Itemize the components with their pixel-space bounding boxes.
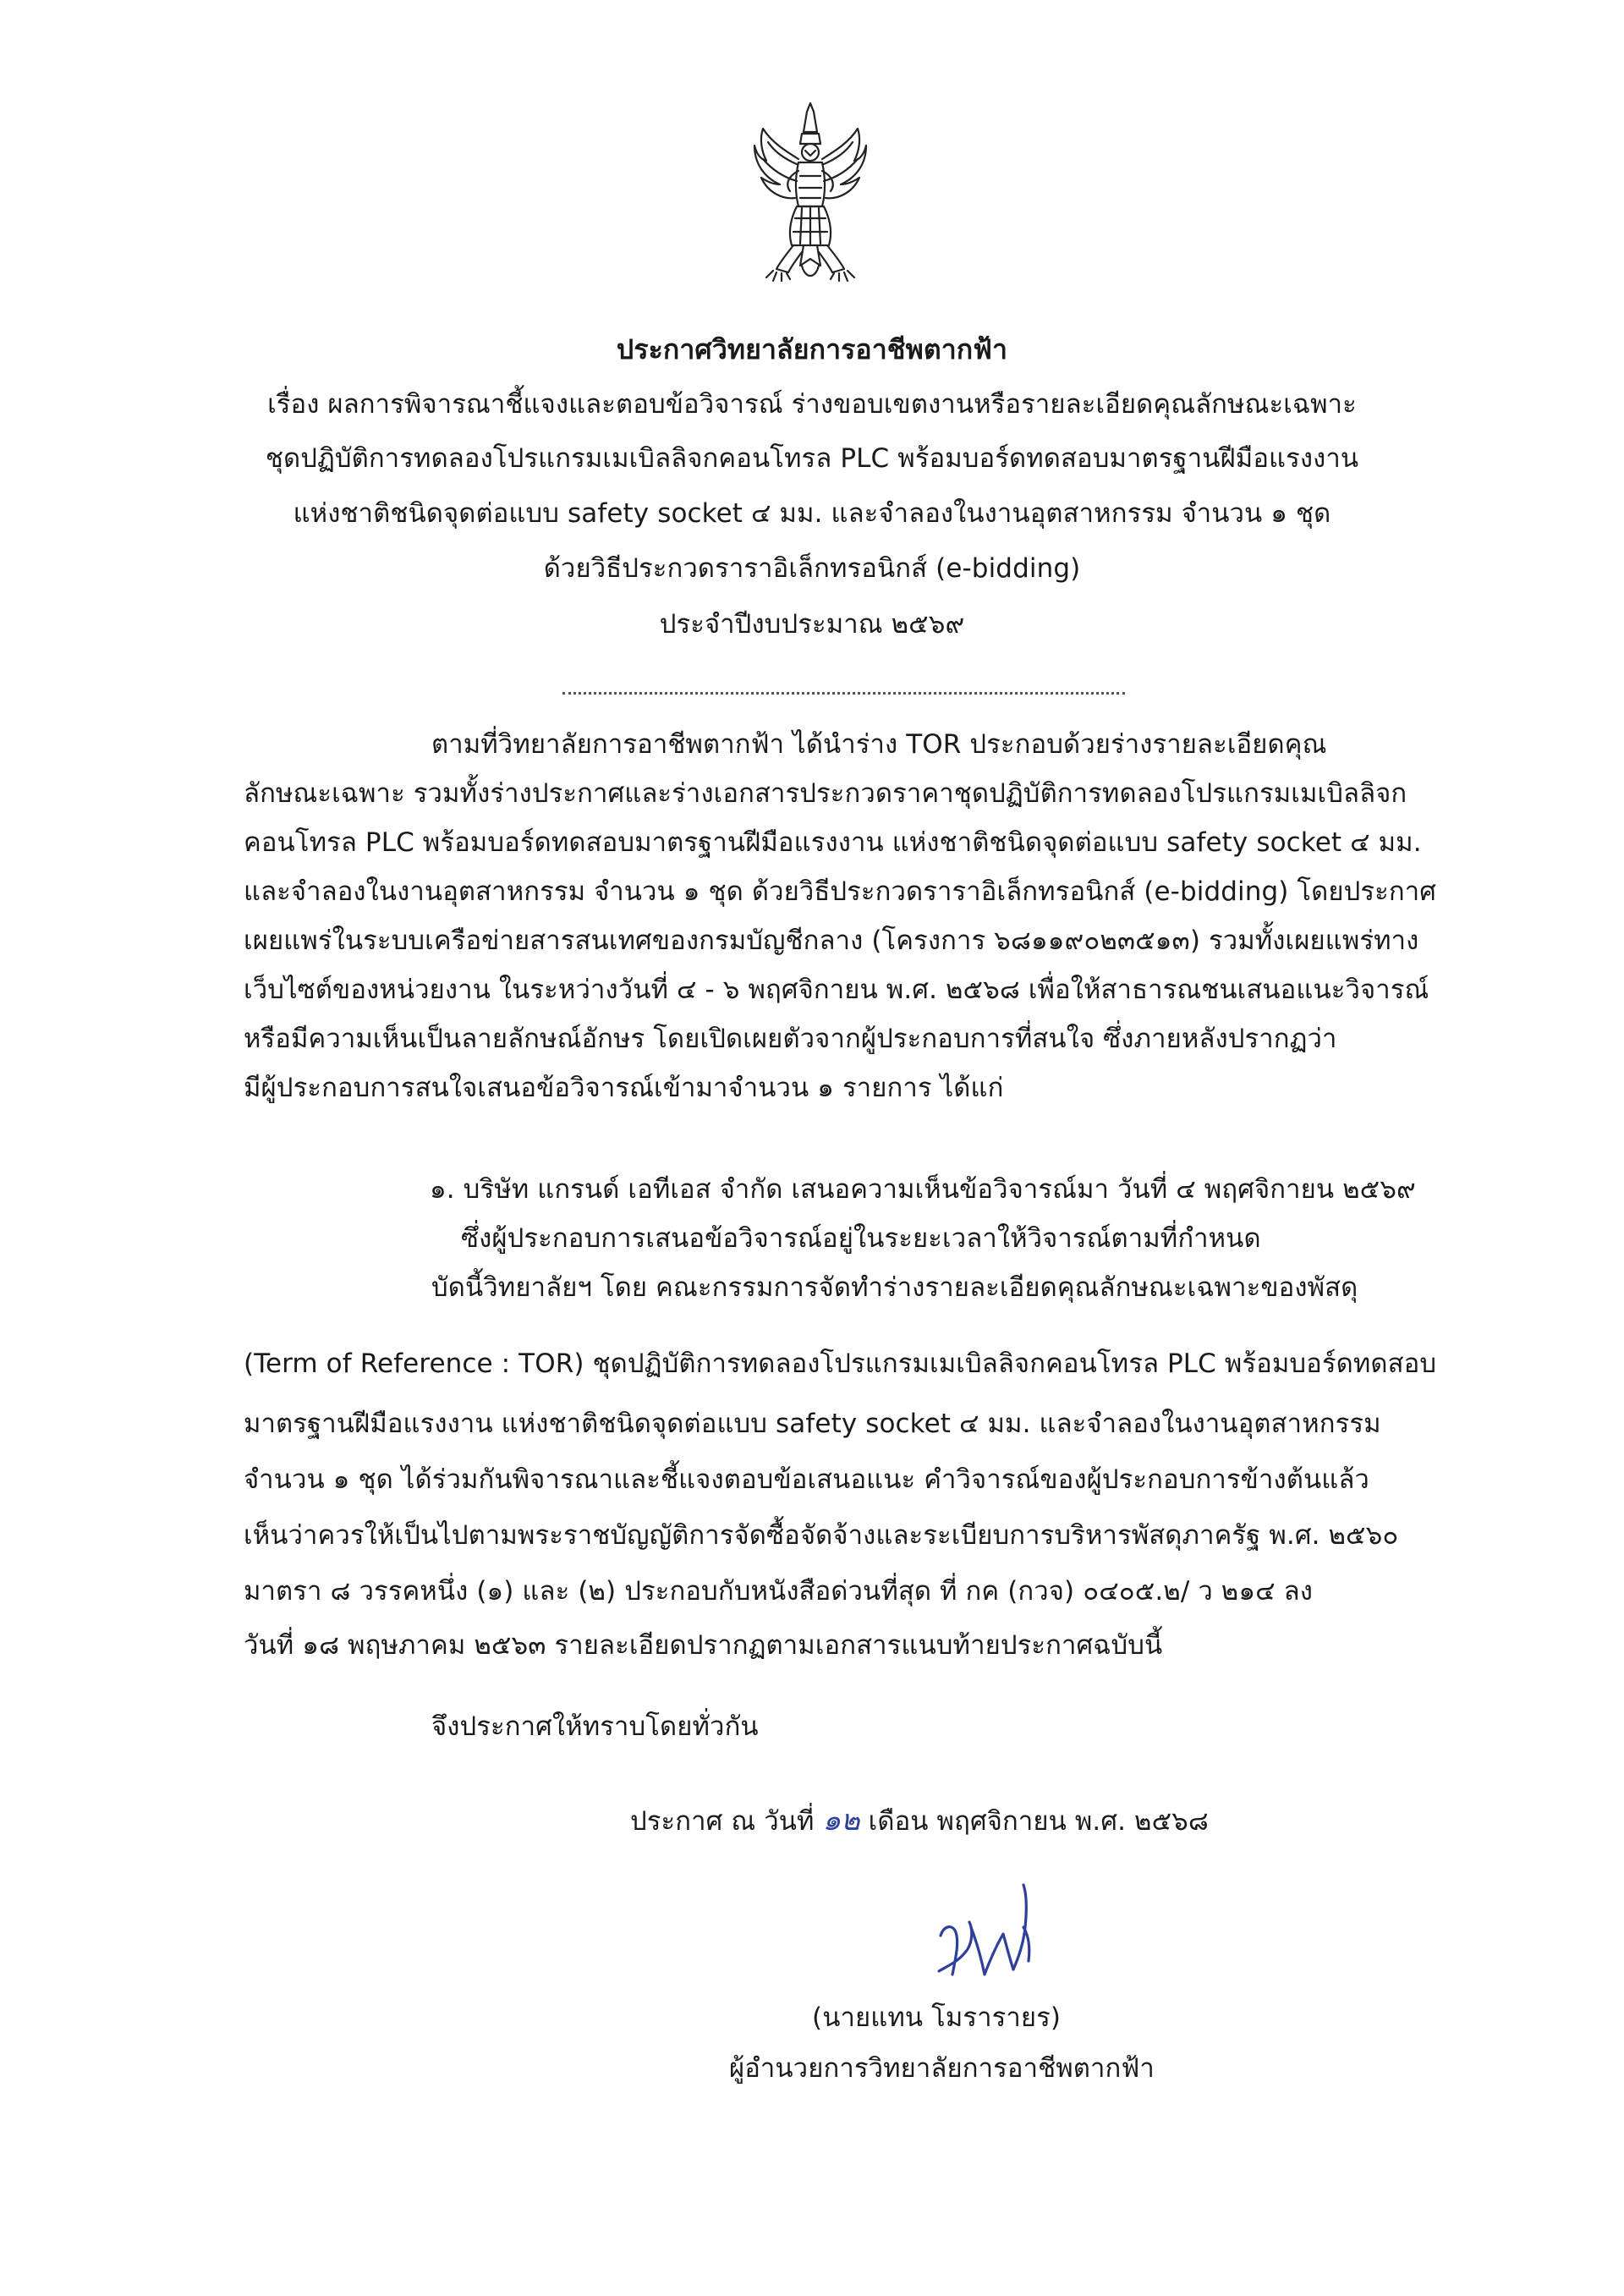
paragraph2-line-5: เห็นว่าควรให้เป็นไปตามพระราชบัญญัติการจัดซื้อจัดจ้างและระเบียบการบริหารพัสดุภาครัฐ พ.ศ. ๒๕๖๐	[244, 1520, 1399, 1551]
dotted-divider	[562, 692, 1125, 695]
paragraph2-line-7: วันที่ ๑๘ พฤษภาคม ๒๕๖๓ รายละเอียดปรากฏตามเอกสารแนบท้ายประกาศฉบับนี้	[244, 1630, 1163, 1661]
paragraph1-line-5: เผยแพร่ในระบบเครือข่ายสารสนเทศของกรมบัญชีกลาง (โครงการ ๖๘๑๑๙๐๒๓๕๑๓) รวมทั้งเผยแพร่ทาง	[244, 926, 1419, 956]
paragraph1-line-7: หรือมีความเห็นเป็นลายลักษณ์อักษร โดยเปิดเผยตัวจากผู้ประกอบการที่สนใจ ซึ่งภายหลังปรากฏว่า	[244, 1024, 1337, 1054]
document-title: ประกาศวิทยาลัยการอาชีพตากฟ้า	[616, 333, 1008, 365]
signatory-position: ผู้อำนวยการวิทยาลัยการอาชีพตากฟ้า	[729, 2053, 1155, 2084]
subject-line-1: เรื่อง ผลการพิจารณาชี้แจงและตอบข้อวิจารณ์ ร่างขอบเขตงานหรือรายละเอียดคุณลักษณะเฉพาะ	[267, 389, 1357, 420]
paragraph1-line-8: มีผู้ประกอบการสนใจเสนอข้อวิจารณ์เข้ามาจำนวน ๑ รายการ ได้แก่	[244, 1073, 1004, 1103]
paragraph2-line-6: มาตรา ๘ วรรคหนึ่ง (๑) และ (๒) ประกอบกับหนังสือด่วนที่สุด ที่ กค (กวจ) ๐๔๐๕.๒/ ว ๒๑๔ ลง	[244, 1576, 1313, 1607]
paragraph1-line-6: เว็บไซต์ของหน่วยงาน ในระหว่างวันที่ ๔ - ๖ พฤศจิกายน พ.ศ. ๒๕๖๘ เพื่อให้สาธารณชนเสนอแนะวิจารณ์	[244, 975, 1429, 1005]
subject-line-3: แห่งชาติชนิดจุดต่อแบบ safety socket ๔ มม. และจำลองในงานอุตสาหกรรม จำนวน ๑ ชุด	[293, 498, 1331, 529]
list-item-continuation: ซึ่งผู้ประกอบการเสนอข้อวิจารณ์อยู่ในระยะเวลาให้วิจารณ์ตามที่กำหนด	[461, 1223, 1261, 1254]
paragraph2-line-2: (Term of Reference : TOR) ชุดปฏิบัติการทดลองโปรแกรมเมเบิลลิจกคอนโทรล PLC พร้อมบอร์ดทดสอบ	[244, 1348, 1437, 1379]
paragraph1-line-3: คอนโทรล PLC พร้อมบอร์ดทดสอบมาตรฐานฝีมือแรงงาน แห่งชาติชนิดจุดต่อแบบ safety socket ๔ มม.	[244, 827, 1422, 858]
paragraph1-line-1: ตามที่วิทยาลัยการอาชีพตากฟ้า ได้นำร่าง TOR ประกอบด้วยร่างรายละเอียดคุณ	[431, 729, 1327, 760]
handwritten-signature	[922, 1876, 1083, 1995]
dateline-suffix: เดือน พฤศจิกายน พ.ศ. ๒๕๖๘	[859, 1806, 1209, 1837]
paragraph1-line-4: และจำลองในงานอุตสาหกรรม จำนวน ๑ ชุด ด้วยวิธีประกวดราราอิเล็กทรอนิกส์ (e-bidding) โดยประกาศ	[244, 876, 1437, 907]
paragraph1-line-2: ลักษณะเฉพาะ รวมทั้งร่างประกาศและร่างเอกสารประกวดราคาชุดปฏิบัติการทดลองโปรแกรมเมเบิลลิจก	[244, 778, 1407, 809]
dateline-prefix: ประกาศ ณ วันที่	[630, 1806, 823, 1837]
subject-line-5: ประจำปีงบประมาณ ๒๕๖๙	[659, 609, 965, 640]
closing-statement: จึงประกาศให้ทราบโดยทั่วกัน	[431, 1711, 759, 1742]
list-item: ๑. บริษัท แกรนด์ เอทีเอส จำกัด เสนอความเห็นข้อวิจารณ์มา วันที่ ๔ พฤศจิกายน ๒๕๖๙	[430, 1174, 1416, 1205]
signatory-name: (นายแทน โมรารายร)	[812, 2002, 1062, 2033]
handwritten-day: ๑๒	[822, 1805, 860, 1837]
subject-line-4: ด้วยวิธีประกวดราราอิเล็กทรอนิกส์ (e-bidding)	[543, 553, 1081, 584]
paragraph2-line-1: บัดนี้วิทยาลัยฯ โดย คณะกรรมการจัดทำร่างรายละเอียดคุณลักษณะเฉพาะของพัสดุ	[431, 1272, 1358, 1303]
garuda-emblem-icon	[751, 100, 870, 294]
dateline	[630, 1804, 1209, 1838]
paragraph2-line-4: จำนวน ๑ ชุด ได้ร่วมกันพิจารณาและชี้แจงตอบข้อเสนอแนะ คำวิจารณ์ของผู้ประกอบการข้างต้นแล้ว	[244, 1464, 1369, 1495]
paragraph2-line-3: มาตรฐานฝีมือแรงงาน แห่งชาติชนิดจุดต่อแบบ safety socket ๔ มม. และจำลองในงานอุตสาหกรรม	[244, 1409, 1381, 1439]
subject-line-2: ชุดปฏิบัติการทดลองโปรแกรมเมเบิลลิจกคอนโทรล PLC พร้อมบอร์ดทดสอบมาตรฐานฝีมือแรงงาน	[265, 443, 1359, 474]
